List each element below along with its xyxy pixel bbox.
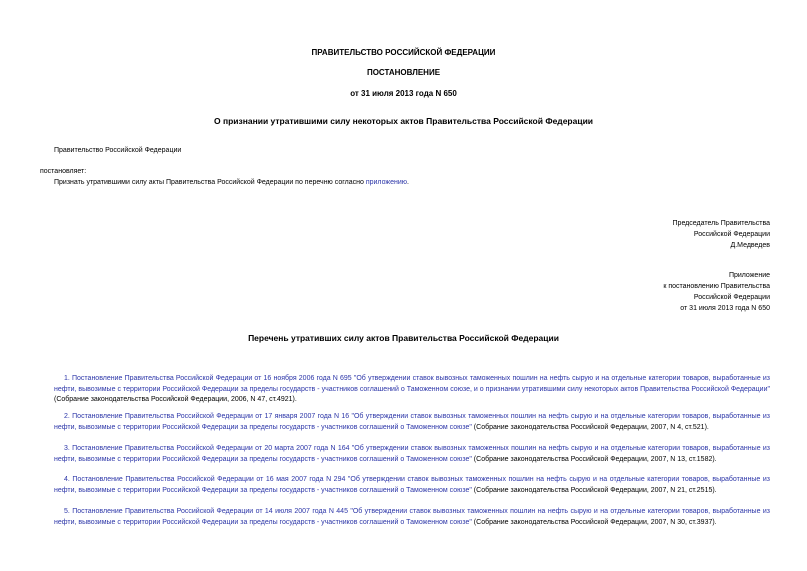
act-source: (Собрание законодательства Российской Федерации, 2007, N 30, ст.3937).: [471, 518, 717, 526]
act-link[interactable]: 2. Постановление Правительства Российской Федерации от 17 января 2007 года N 16 "Об утверждении ставок вывозных таможенных пошлин на нефть сырую и на отдельные категории товаров, выработанные из нефти, вывозимые с территории Российской Федерации за пределы государств - участников соглашений о Таможенном союзе": [54, 413, 770, 431]
act-link[interactable]: 1. Постановление Правительства Российской Федерации от 16 ноября 2006 года N 695 "Об утверждении ставок вывозных таможенных пошлин на нефть сырую и на отдельные категории товаров, выработанные из нефти, вывозимые с территории Российской Федерации за пределы государств - участников соглашений о Таможенном союзе, и о признании утратившими силу некоторых актов Правительства Российской Федерации": [54, 375, 770, 393]
decision-text: Признать утратившими силу акты Правительства Российской Федерации по перечню согласно: [54, 179, 366, 186]
appendix-reference: [560, 270, 770, 314]
list-item: [54, 374, 770, 406]
list-item: [54, 475, 770, 496]
appendix-to: к постановлению Правительства: [663, 283, 770, 290]
signature-block: [560, 218, 770, 251]
document-title: О признании утратившими силу некоторых актов Правительства Российской Федерации: [213, 116, 594, 126]
document-date-number: от 31 июля 2013 года N 650: [350, 89, 457, 98]
decides-text: постановляет:: [40, 168, 87, 175]
issuing-authority: ПРАВИТЕЛЬСТВО РОССИЙСКОЙ ФЕДЕРАЦИИ: [311, 48, 496, 57]
issuer-text: Правительство Российской Федерации: [54, 147, 182, 154]
signature-position: Председатель Правительства: [672, 220, 770, 227]
signature-name: Д.Медведев: [730, 242, 770, 249]
act-source: (Собрание законодательства Российской Федерации, 2007, N 13, ст.1582).: [471, 455, 717, 463]
act-source: (Собрание законодательства Российской Федерации, 2007, N 4, ст.521).: [471, 423, 709, 431]
appendix-label: Приложение: [728, 272, 770, 279]
decision-end: .: [407, 179, 409, 186]
act-link[interactable]: 4. Постановление Правительства Российской Федерации от 16 мая 2007 года N 294 "Об утверждении ставок вывозных таможенных пошлин на нефть сырую и на отдельные категории товаров, выработанные из нефти, вывозимые с территории Российской Федерации за пределы государств - участников соглашений о Таможенном союзе": [54, 476, 770, 494]
appendix-country: Российской Федерации: [693, 294, 770, 301]
document-type: ПОСТАНОВЛЕНИЕ: [366, 68, 441, 77]
list-item: [54, 444, 770, 465]
act-source: (Собрание законодательства Российской Федерации, 2006, N 47, ст.4921).: [54, 396, 297, 403]
list-item: [54, 507, 770, 528]
list-title: Перечень утративших силу актов Правительства Российской Федерации: [248, 333, 559, 343]
appendix-date: от 31 июля 2013 года N 650: [680, 305, 770, 312]
signature-country: Российской Федерации: [693, 231, 770, 238]
act-link[interactable]: 3. Постановление Правительства Российской Федерации от 20 марта 2007 года N 164 "Об утверждении ставок вывозных таможенных пошлин на нефть сырую и на отдельные категории товаров, выработанные из нефти, вывозимые с территории Российской Федерации за пределы государств - участников соглашений о Таможенном союзе": [54, 445, 770, 463]
decision-paragraph: [54, 178, 409, 188]
act-source: (Собрание законодательства Российской Федерации, 2007, N 21, ст.2515).: [471, 486, 717, 494]
list-item: [54, 412, 770, 433]
act-link[interactable]: 5. Постановление Правительства Российской Федерации от 14 июля 2007 года N 445 "Об утверждении ставок вывозных таможенных пошлин на нефть сырую и на отдельные категории товаров, выработанные из нефти, вывозимые с территории Российской Федерации за пределы государств - участников соглашений о Таможенном союзе": [54, 508, 770, 526]
appendix-link[interactable]: приложению: [365, 179, 407, 186]
